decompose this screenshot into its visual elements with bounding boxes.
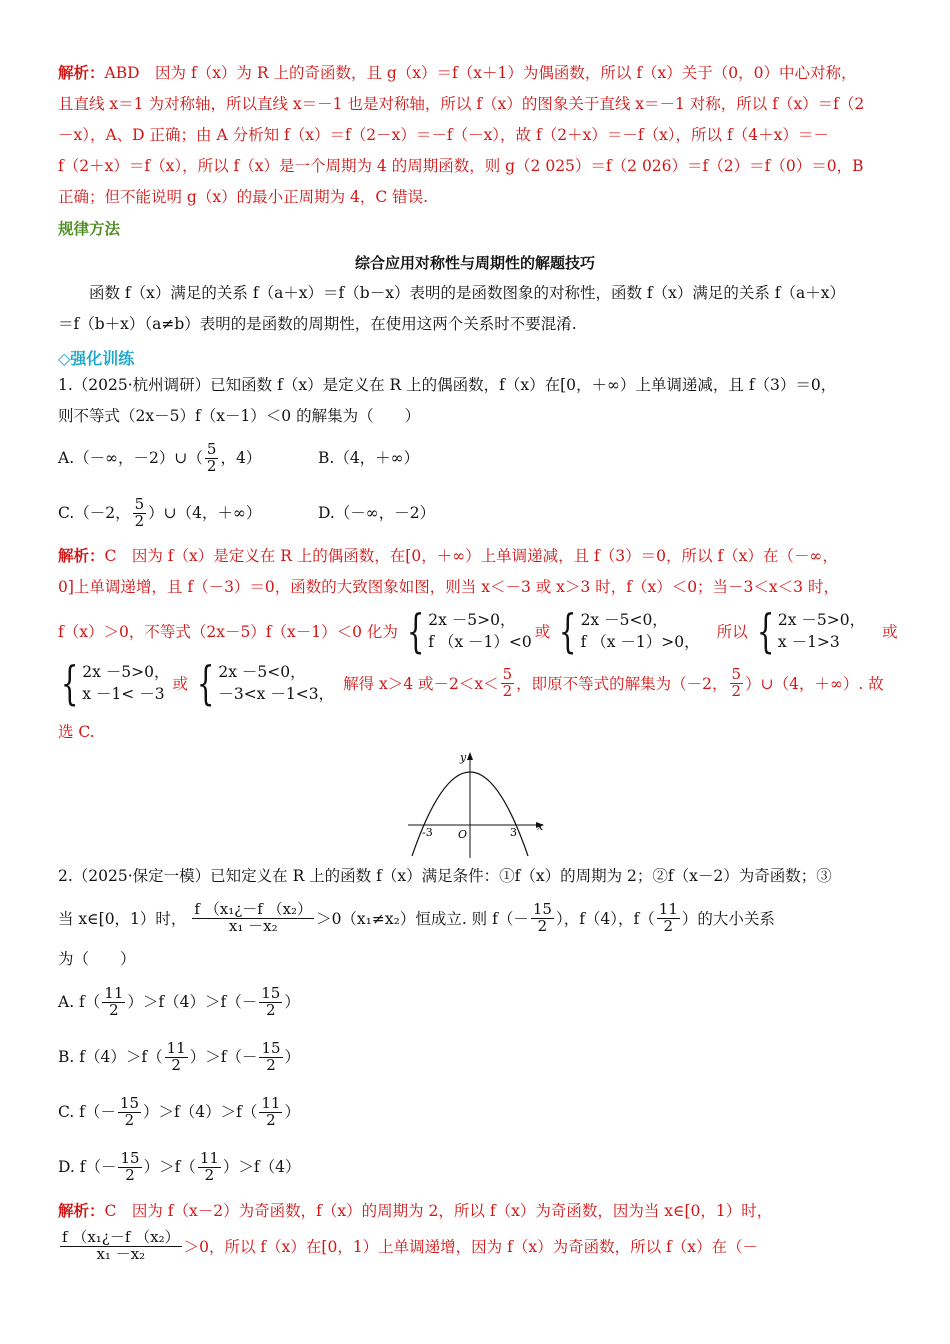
denominator: 2 bbox=[134, 511, 145, 530]
analysis-1-line-1: ABD 因为 f（x）为 R 上的奇函数，且 g（x）＝f（x＋1）为偶函数，所以 f（x）关于（0，0）中心对称， bbox=[104, 64, 857, 82]
denominator: 2 bbox=[171, 1055, 181, 1074]
fraction bbox=[531, 899, 554, 935]
q1-option-b[interactable]: B.（4，＋∞） bbox=[318, 449, 420, 467]
fraction bbox=[501, 664, 515, 700]
analysis-2-text: f（x）＞0，不等式（2x－5）f（x－1）＜0 化为 bbox=[58, 623, 398, 641]
option-text: ）＞f（4） bbox=[222, 1158, 301, 1176]
or-text: 或 bbox=[534, 623, 551, 641]
option-text: A. f（ bbox=[58, 993, 101, 1011]
difference-quotient bbox=[60, 1227, 182, 1263]
option-text: ）＞f（4）＞f（ bbox=[143, 1103, 258, 1121]
fraction bbox=[657, 899, 680, 935]
analysis-2-line-4 bbox=[52, 658, 884, 708]
numerator: 5 bbox=[206, 439, 217, 458]
denominator: 2 bbox=[731, 681, 742, 700]
or-text: 或 bbox=[882, 623, 898, 641]
denominator: x₁ －x₂ bbox=[228, 916, 278, 935]
analysis-2-line-1: C 因为 f（x）是定义在 R 上的偶函数，在[0，＋∞）上单调递减，且 f（3）＝0，所以 f（x）在（－∞， bbox=[104, 547, 838, 565]
analysis-2-line-2: 0]上单调递增，且 f（－3）＝0，函数的大致图象如图，则当 x＜－3 或 x＞3 时，f（x）＜0；当－3＜x＜3 时， bbox=[58, 578, 839, 596]
option-text: ） bbox=[284, 1103, 300, 1121]
difference-quotient bbox=[192, 899, 314, 935]
fraction bbox=[730, 664, 744, 700]
analysis-2-text: 解得 x＞4 或－2＜x＜ bbox=[343, 675, 499, 693]
numerator: f （x₁¿－f （x₂） bbox=[194, 899, 313, 918]
numerator: 15 bbox=[532, 899, 552, 918]
option-text: ）＞f（4）＞f（－ bbox=[127, 993, 258, 1011]
analysis-2-line-5: 选 C. bbox=[58, 723, 95, 741]
analysis-3-line-2 bbox=[58, 1224, 758, 1268]
numerator: 15 bbox=[261, 983, 281, 1002]
system-row: f （x －1）<0 bbox=[428, 633, 532, 651]
numerator: 15 bbox=[119, 1093, 139, 1112]
option-text: C. f（－ bbox=[58, 1103, 116, 1121]
method-line-1: 函数 f（x）满足的关系 f（a＋x）＝f（b－x）表明的是函数图象的对称性，函数 f（x）满足的关系 f（a＋x） bbox=[89, 284, 846, 302]
analysis-1-line-3: －x），A、D 正确；由 A 分析知 f（x）＝f（2－x）＝－f（－x），故 f（2＋x）＝－f（x），所以 f（4＋x）＝－ bbox=[58, 126, 829, 144]
fraction bbox=[102, 983, 125, 1019]
q1-option-c[interactable] bbox=[58, 491, 261, 535]
system-row: 2x －5>0， bbox=[82, 663, 170, 681]
analysis-2 bbox=[58, 541, 892, 603]
numerator: f （x₁¿－f （x₂） bbox=[62, 1227, 180, 1246]
system-row: 2x －5<0， bbox=[218, 663, 306, 681]
question-2-text: ），f（4），f（ bbox=[555, 910, 655, 928]
method-line-2: ＝f（b＋x）（a≠b）表明的是函数的周期性，在使用这两个关系时不要混淆. bbox=[58, 315, 577, 333]
y-axis-arrow-icon bbox=[467, 752, 473, 760]
analysis-1-line-4: f（2＋x）＝f（x），所以 f（x）是一个周期为 4 的周期函数，则 g（2 025）＝f（2 026）＝f（2）＝f（0）＝0，B bbox=[58, 157, 864, 175]
brace-icon: { bbox=[559, 604, 577, 658]
brace-icon: { bbox=[196, 656, 215, 710]
numerator: 5 bbox=[731, 664, 742, 683]
question-1-line-1: 1.（2025·杭州调研）已知函数 f（x）是定义在 R 上的偶函数，f（x）在[0，＋∞）上单调递减，且 f（3）＝0， bbox=[58, 376, 837, 394]
brace-icon: { bbox=[406, 604, 425, 658]
denominator: 2 bbox=[266, 1110, 276, 1129]
method-body bbox=[58, 278, 892, 340]
q1-option-c-text: C.（－2， bbox=[58, 504, 131, 522]
numerator: 11 bbox=[261, 1093, 281, 1112]
system-row: 2x －5<0， bbox=[580, 611, 668, 629]
x-label: x bbox=[537, 820, 544, 833]
fraction bbox=[205, 439, 219, 475]
analysis-3-text: ＞0，所以 f（x）在[0，1）上单调递增，因为 f（x）为奇函数，所以 f（x）在（－ bbox=[183, 1238, 758, 1256]
system-2 bbox=[553, 604, 700, 658]
numerator: 15 bbox=[120, 1148, 140, 1167]
q2-option-a[interactable] bbox=[58, 980, 300, 1024]
q2-option-c[interactable] bbox=[58, 1090, 300, 1134]
training-heading: ◇强化训练 bbox=[58, 349, 135, 368]
denominator: 2 bbox=[266, 1000, 276, 1019]
analysis-3-line-1 bbox=[58, 1196, 892, 1227]
option-text: ） bbox=[284, 993, 300, 1011]
question-1-line-2: 则不等式（2x－5）f（x－1）＜0 的解集为（ ） bbox=[58, 407, 421, 425]
system-1 bbox=[401, 604, 532, 658]
analysis-1-line-5: 正确；但不能说明 g（x）的最小正周期为 4，C 错误. bbox=[58, 188, 429, 206]
q1-option-a-text: A.（－∞，－2）∪（ bbox=[58, 449, 203, 467]
question-2-text: 当 x∈[0，1）时， bbox=[58, 910, 187, 928]
fraction bbox=[118, 1093, 141, 1129]
numerator: 11 bbox=[166, 1038, 186, 1057]
analysis-2-line-3 bbox=[58, 606, 898, 656]
numerator: 15 bbox=[261, 1038, 281, 1057]
denominator: 2 bbox=[266, 1055, 276, 1074]
fraction bbox=[259, 983, 282, 1019]
numerator: 11 bbox=[104, 983, 124, 1002]
system-row: f （x －1）>0， bbox=[580, 633, 700, 651]
brace-icon: { bbox=[756, 604, 775, 658]
denominator: 2 bbox=[204, 1165, 215, 1184]
analysis-label: 解析： bbox=[58, 547, 105, 565]
system-row: 2x －5>0， bbox=[777, 611, 866, 629]
system-5 bbox=[191, 656, 335, 710]
q2-option-d[interactable] bbox=[58, 1145, 301, 1189]
denominator: 2 bbox=[537, 916, 548, 935]
denominator: 2 bbox=[124, 1110, 135, 1129]
fraction bbox=[259, 1093, 282, 1129]
or-text: 或 bbox=[172, 675, 189, 693]
system-3 bbox=[751, 604, 866, 658]
parabola-graph bbox=[400, 748, 550, 860]
q1-option-c-tail: ）∪（4，＋∞） bbox=[148, 504, 262, 522]
numerator: 5 bbox=[134, 494, 145, 513]
question-2-text: ）的大小关系 bbox=[681, 910, 775, 928]
option-text: ）＞f（－ bbox=[189, 1048, 258, 1066]
suoyi-text: 所以 bbox=[716, 623, 748, 641]
neg3-label: -3 bbox=[422, 826, 433, 839]
option-text: ） bbox=[284, 1048, 301, 1066]
fraction bbox=[165, 1038, 188, 1074]
q2-option-b[interactable] bbox=[58, 1035, 300, 1079]
analysis-label: 解析： bbox=[58, 64, 105, 82]
question-2-line-3: 为（ ） bbox=[58, 950, 136, 968]
analysis-2-text: ）∪（4，＋∞）. 故 bbox=[745, 675, 884, 693]
question-2-line-2 bbox=[58, 896, 775, 940]
numerator: 11 bbox=[199, 1148, 219, 1167]
brace-icon: { bbox=[60, 656, 79, 710]
method-heading: 规律方法 bbox=[58, 220, 121, 238]
origin-label: O bbox=[458, 828, 468, 841]
system-row: 2x －5>0， bbox=[428, 611, 516, 629]
option-text: D. f（－ bbox=[58, 1158, 117, 1176]
system-row: －3<x －1<3， bbox=[218, 685, 335, 703]
option-text: ）＞f（ bbox=[143, 1158, 196, 1176]
system-4 bbox=[55, 656, 170, 710]
denominator: 2 bbox=[125, 1165, 135, 1184]
numerator: 5 bbox=[502, 664, 513, 683]
y-label: y bbox=[460, 751, 467, 764]
pos3-label: 3 bbox=[510, 826, 517, 839]
denominator: 2 bbox=[206, 456, 217, 475]
denominator: x₁ －x₂ bbox=[96, 1244, 146, 1263]
fraction bbox=[133, 494, 147, 530]
numerator: 11 bbox=[658, 899, 678, 918]
method-title: 综合应用对称性与周期性的解题技巧 bbox=[354, 254, 595, 272]
question-2-line-1: 2.（2025·保定一模）已知定义在 R 上的函数 f（x）满足条件：①f（x）的周期为 2；②f（x－2）为奇函数；③ bbox=[58, 867, 832, 885]
q1-option-d[interactable]: D.（－∞，－2） bbox=[318, 504, 436, 522]
fraction bbox=[118, 1148, 141, 1184]
denominator: 2 bbox=[663, 916, 674, 935]
q1-option-a[interactable] bbox=[58, 436, 261, 480]
q1-option-a-tail: ，4） bbox=[220, 449, 262, 467]
analysis-1-line-2: 且直线 x＝1 为对称轴，所以直线 x＝－1 也是对称轴，所以 f（x）的图象关于直线 x＝－1 对称，所以 f（x）＝f（2 bbox=[58, 95, 865, 113]
analysis-label: 解析： bbox=[58, 1202, 105, 1220]
question-1 bbox=[58, 370, 892, 432]
denominator: 2 bbox=[109, 1000, 119, 1019]
analysis-3-text: C 因为 f（x－2）为奇函数，f（x）的周期为 2，所以 f（x）为奇函数，因为当 x∈[0，1）时， bbox=[104, 1202, 773, 1220]
system-row: x －1< －3 bbox=[82, 685, 165, 703]
option-text: B. f（4）＞f（ bbox=[58, 1048, 163, 1066]
system-row: x －1>3 bbox=[777, 633, 840, 651]
denominator: 2 bbox=[502, 681, 513, 700]
analysis-1 bbox=[58, 58, 892, 213]
fraction bbox=[259, 1038, 282, 1074]
question-2-text: ＞0（x₁≠x₂）恒成立. 则 f（－ bbox=[316, 910, 529, 928]
analysis-2-text: ，即原不等式的解集为（－2， bbox=[516, 675, 728, 693]
fraction bbox=[198, 1148, 221, 1184]
